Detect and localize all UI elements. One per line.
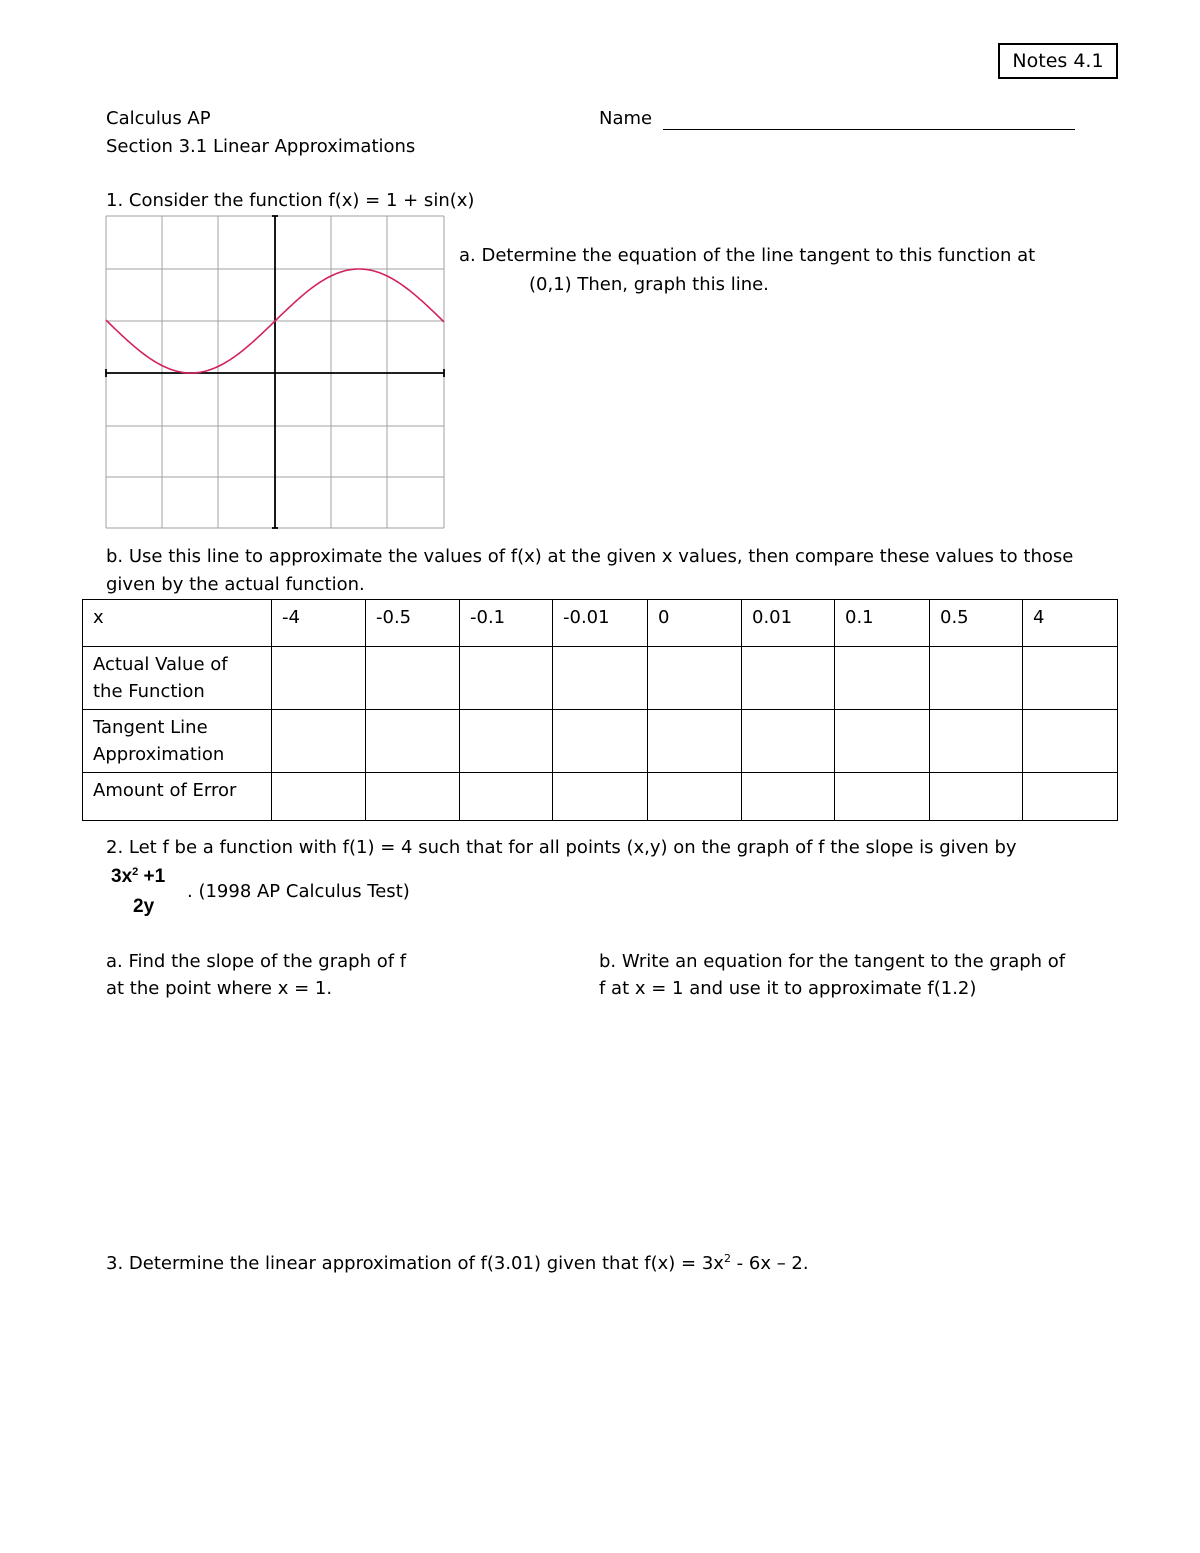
table-row [83,773,1118,821]
question-2b-line2: f at x = 1 and use it to approximate f(1.2) [599,978,977,999]
question-1b-line2: given by the actual function. [106,574,365,595]
numerator-base: 3x [111,866,133,887]
comparison-table [82,599,1118,821]
name-blank-line[interactable] [663,129,1075,130]
answer-cell[interactable] [553,773,648,821]
table-row [83,710,1118,773]
table-header-cell: -4 [272,600,366,647]
question-2a-line2: at the point where x = 1. [106,978,333,999]
numerator-exponent: 2 [132,866,139,878]
table-header-cell: 0.01 [742,600,835,647]
answer-cell[interactable] [648,647,742,710]
numerator-tail: +1 [138,866,166,887]
answer-cell[interactable] [272,710,366,773]
question-1a-line1: a. Determine the equation of the line tangent to this function at [459,245,1036,266]
answer-cell[interactable] [366,773,460,821]
answer-cell[interactable] [930,710,1023,773]
question-2a-line1: a. Find the slope of the graph of f [106,951,407,972]
notes-label-box [998,43,1118,79]
answer-cell[interactable] [742,773,835,821]
slope-fraction-denominator: 2y [133,896,155,917]
table-header-cell: 0 [648,600,742,647]
table-row [83,647,1118,710]
answer-cell[interactable] [930,773,1023,821]
answer-cell[interactable] [460,710,553,773]
answer-cell[interactable] [1023,647,1118,710]
question-2-prompt: 2. Let f be a function with f(1) = 4 such that for all points (x,y) on the graph of f the slope is given by [106,837,1017,858]
answer-cell[interactable] [1023,773,1118,821]
row-label-tangent: Tangent Line Approximation [83,710,272,773]
answer-cell[interactable] [553,710,648,773]
answer-cell[interactable] [553,647,648,710]
slope-fraction-numerator [111,866,165,888]
question-3-exponent: 2 [723,1252,731,1265]
table-header-cell: -0.01 [553,600,648,647]
answer-cell[interactable] [366,710,460,773]
question-3-prompt [106,1252,809,1274]
table-header-row [83,600,1118,647]
course-title: Calculus AP [106,108,211,129]
name-label: Name [599,108,653,129]
answer-cell[interactable] [460,647,553,710]
table-header-cell: 4 [1023,600,1118,647]
row-label-error: Amount of Error [83,773,272,821]
question-2b-line1: b. Write an equation for the tangent to the graph of [599,951,1066,972]
answer-cell[interactable] [742,647,835,710]
table-header-cell: -0.1 [460,600,553,647]
table-header-cell: 0.1 [835,600,930,647]
table-header-cell: 0.5 [930,600,1023,647]
answer-cell[interactable] [930,647,1023,710]
graph-axes [106,216,444,528]
answer-cell[interactable] [366,647,460,710]
answer-cell[interactable] [835,773,930,821]
notes-label: Notes 4.1 [1012,50,1104,72]
answer-cell[interactable] [648,773,742,821]
table-header-cell: x [83,600,272,647]
answer-cell[interactable] [835,647,930,710]
table-header-cell: -0.5 [366,600,460,647]
answer-cell[interactable] [272,773,366,821]
answer-cell[interactable] [272,647,366,710]
question-1a-line2: (0,1) Then, graph this line. [529,274,769,295]
question-3-end: - 6x – 2. [730,1253,809,1274]
question-1-prompt: 1. Consider the function f(x) = 1 + sin(x) [106,190,475,211]
answer-cell[interactable] [742,710,835,773]
sine-graph [104,214,446,530]
answer-cell[interactable] [460,773,553,821]
answer-cell[interactable] [648,710,742,773]
answer-cell[interactable] [835,710,930,773]
section-title: Section 3.1 Linear Approximations [106,136,416,157]
answer-cell[interactable] [1023,710,1118,773]
question-2-source: . (1998 AP Calculus Test) [187,881,410,902]
question-3-start: 3. Determine the linear approximation of f(3.01) given that f(x) = 3x [106,1253,724,1274]
question-1b-line1: b. Use this line to approximate the values of f(x) at the given x values, then compare these values to those [106,546,1074,567]
row-label-actual: Actual Value of the Function [83,647,272,710]
